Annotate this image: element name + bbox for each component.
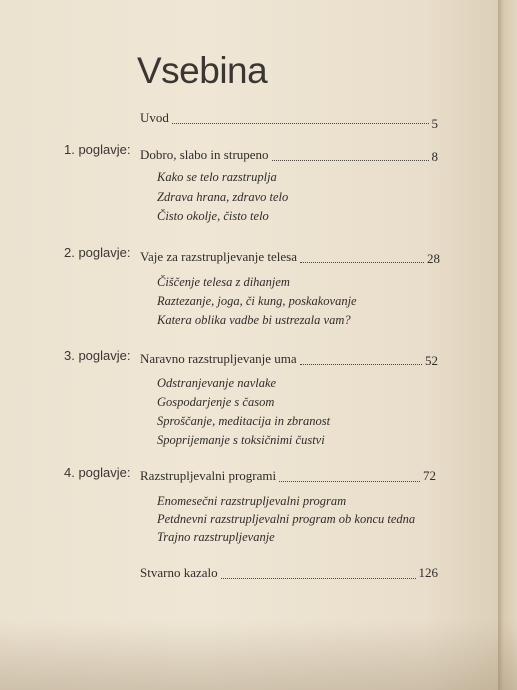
toc-entry-title: Dobro, slabo in strupeno <box>140 147 269 162</box>
toc-entry-index <box>140 565 438 583</box>
toc-entry-intro <box>140 110 438 131</box>
toc-subsection: Zdrava hrana, zdravo telo <box>157 190 289 204</box>
toc-page-number: 52 <box>425 353 438 368</box>
page-title: Vsebina <box>137 50 268 91</box>
toc-entry-title: Stvarno kazalo <box>140 565 218 580</box>
toc-subsection: Katera oblika vadbe bi ustrezala vam? <box>157 313 351 327</box>
toc-subsection: Spoprijemanje s toksičnimi čustvi <box>157 433 325 447</box>
toc-entry-chapter <box>140 147 438 165</box>
dot-leader <box>221 577 416 579</box>
page-shadow <box>0 620 517 690</box>
dot-leader <box>172 122 429 124</box>
toc-subsection: Sproščanje, meditacija in zbranost <box>157 414 331 428</box>
dot-leader <box>279 480 420 482</box>
dot-leader <box>272 159 429 161</box>
toc-subsection: Trajno razstrupljevanje <box>157 530 275 544</box>
chapter-label: 3. poglavje: <box>64 348 131 363</box>
chapter-label: 2. poglavje: <box>64 245 131 260</box>
toc-subsection: Čiščenje telesa z dihanjem <box>157 275 290 289</box>
toc-page-number: 5 <box>431 116 438 131</box>
toc-entry-title: Razstrupljevalni programi <box>140 468 277 483</box>
toc-subsection: Čisto okolje, čisto telo <box>157 209 269 223</box>
toc-entry-title: Naravno razstrupljevanje uma <box>140 351 297 366</box>
chapter-label: 1. poglavje: <box>64 142 131 157</box>
toc-entry-chapter <box>140 249 440 267</box>
page-edge <box>498 0 517 690</box>
toc-page-number: 126 <box>418 565 438 580</box>
dot-leader <box>300 261 424 263</box>
toc-entry-title: Uvod <box>140 110 169 125</box>
toc-subsection: Gospodarjenje s časom <box>157 395 275 409</box>
chapter-label: 4. poglavje: <box>64 465 131 480</box>
dot-leader <box>300 363 422 365</box>
toc-subsection: Raztezanje, joga, či kung, poskakovanje <box>157 294 357 308</box>
toc-page-number: 72 <box>423 468 436 483</box>
toc-entry-title: Vaje za razstrupljevanje telesa <box>140 249 297 264</box>
toc-subsection: Kako se telo razstruplja <box>157 170 277 184</box>
toc-subsection: Petdnevni razstrupljevalni program ob koncu tedna <box>157 512 416 526</box>
toc-page-number: 28 <box>427 251 440 266</box>
toc-page-number: 8 <box>431 149 438 164</box>
toc-subsection: Enomesečni razstrupljevalni program <box>157 494 347 508</box>
toc-entry-chapter <box>140 351 438 369</box>
toc-subsection: Odstranjevanje navlake <box>157 376 277 390</box>
toc-entry-chapter <box>140 468 436 486</box>
